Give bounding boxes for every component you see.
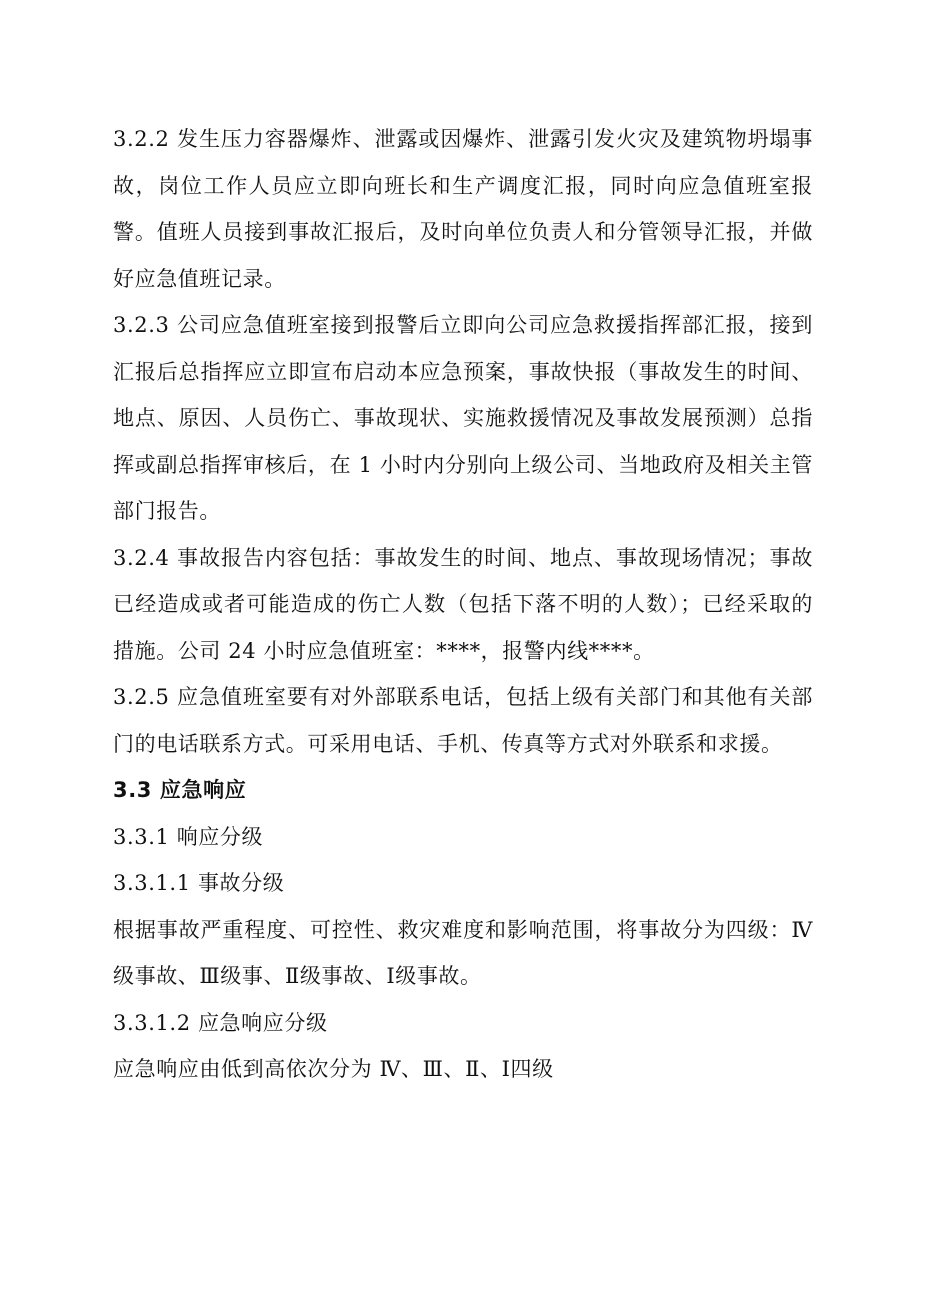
subsection-3-3-1-1: 3.3.1.1 事故分级 <box>113 871 285 895</box>
classification-paragraph: 根据事故严重程度、可控性、救灾难度和影响范围，将事故分为四级：Ⅳ级事故、Ⅲ级事、Ⅱ级事故、Ⅰ级事故。 <box>113 917 813 988</box>
response-paragraph: 应急响应由低到高依次分为 Ⅳ、Ⅲ、Ⅱ、Ⅰ四级 <box>113 1057 554 1081</box>
paragraph-3-2-3: 3.2.3 公司应急值班室接到报警后立即向公司应急救援指挥部汇报，接到汇报后总指挥应立即宣布启动本应急预案，事故快报（事故发生的时间、地点、原因、人员伤亡、事故现状、实施救援情况及事故发展预测）总指挥或副总指挥审核后，在 1 小时内分别向上级公司、当地政府及相关主管部门报告。 <box>113 313 813 523</box>
subsection-3-3-1: 3.3.1 响应分级 <box>113 824 264 849</box>
paragraph-3-2-4: 3.2.4 事故报告内容包括：事故发生的时间、地点、事故现场情况；事故已经造成或者可能造成的伤亡人数（包括下落不明的人数）；已经采取的措施。公司 24 小时应急值班室：****，报警内线****。 <box>113 545 813 663</box>
paragraph-3-2-2: 3.2.2 发生压力容器爆炸、泄露或因爆炸、泄露引发火灾及建筑物坍塌事故，岗位工作人员应立即向班长和生产调度汇报，同时向应急值班室报警。值班人员接到事故汇报后，及时向单位负责人和分管领导汇报，并做好应急值班记录。 <box>113 127 813 291</box>
subsection-3-3-1-2: 3.3.1.2 应急响应分级 <box>113 1010 328 1035</box>
document-body <box>113 116 813 1093</box>
section-heading-3-3: 3.3 应急响应 <box>113 778 247 802</box>
paragraph-3-2-5: 3.2.5 应急值班室要有对外部联系电话，包括上级有关部门和其他有关部门的电话联系方式。可采用电话、手机、传真等方式对外联系和求援。 <box>113 685 813 756</box>
